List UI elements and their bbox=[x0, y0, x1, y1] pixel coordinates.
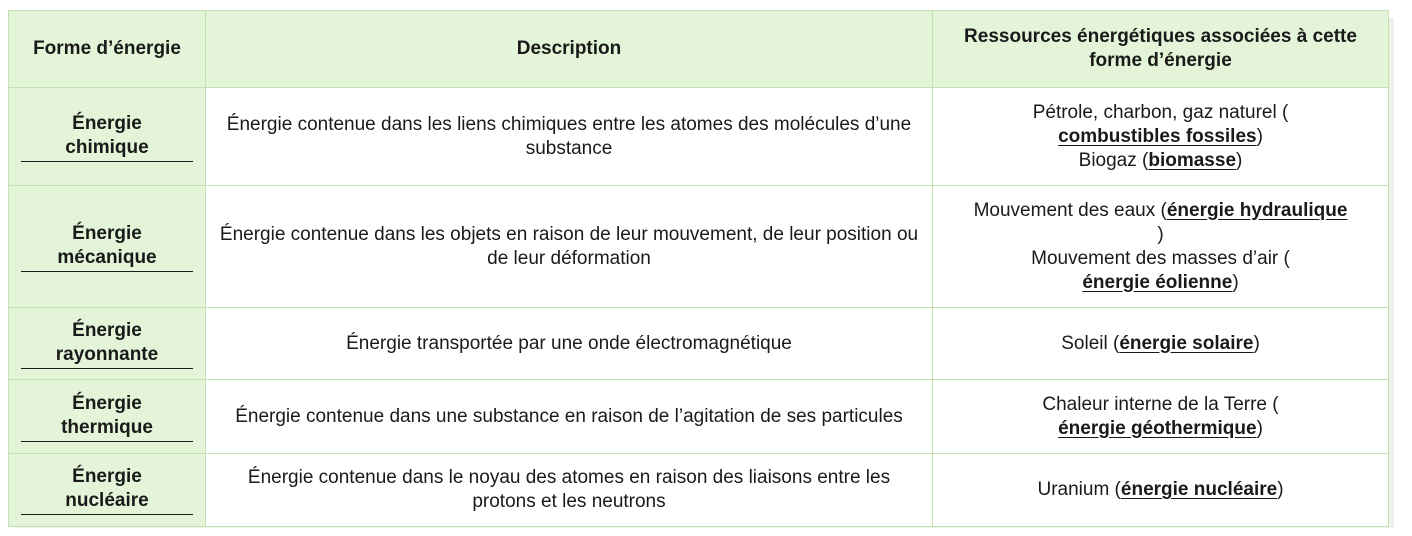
resource-text: Chaleur interne de la Terre ( bbox=[1042, 393, 1279, 415]
resource-close: ) bbox=[1256, 417, 1263, 439]
table-row bbox=[9, 88, 1389, 186]
resources-cell bbox=[933, 186, 1389, 308]
resource-answer: énergie géothermique bbox=[1058, 417, 1257, 439]
form-answer: thermique bbox=[21, 416, 193, 442]
resource-close: ) bbox=[1236, 149, 1243, 171]
description-cell: Énergie contenue dans les liens chimiques entre les atomes des molécules d’une substance bbox=[206, 88, 933, 186]
resource-close: ) bbox=[1256, 125, 1263, 147]
form-cell bbox=[9, 88, 206, 186]
resource-close: ) bbox=[1232, 271, 1239, 293]
resources-cell bbox=[933, 380, 1389, 454]
form-answer: chimique bbox=[21, 136, 193, 162]
description-cell: Énergie contenue dans une substance en raison de l’agitation de ses particules bbox=[206, 380, 933, 454]
description-cell: Énergie contenue dans les objets en raison de leur mouvement, de leur position ou de leur déformation bbox=[206, 186, 933, 308]
description-cell: Énergie contenue dans le noyau des atomes en raison des liaisons entre les protons et les neutrons bbox=[206, 454, 933, 527]
resource-close: ) bbox=[1157, 223, 1164, 245]
form-answer: mécanique bbox=[21, 246, 193, 272]
resource-answer: biomasse bbox=[1148, 149, 1237, 171]
table-row bbox=[9, 186, 1389, 308]
form-answer: rayonnante bbox=[21, 343, 193, 369]
resource-answer: énergie solaire bbox=[1119, 332, 1254, 354]
resource-text: Uranium ( bbox=[1037, 479, 1121, 500]
resource-close: ) bbox=[1253, 332, 1260, 354]
header-resources: Ressources énergétiques associées à cette forme d’énergie bbox=[933, 11, 1389, 88]
form-label: Énergie bbox=[72, 466, 142, 487]
description-cell: Énergie transportée par une onde électromagnétique bbox=[206, 308, 933, 380]
resource-text: Biogaz ( bbox=[1078, 149, 1149, 171]
form-cell bbox=[9, 308, 206, 380]
resource-text: Mouvement des eaux ( bbox=[973, 199, 1167, 221]
table-row bbox=[9, 308, 1389, 380]
resource-answer: énergie éolienne bbox=[1082, 271, 1233, 293]
form-label: Énergie bbox=[72, 319, 142, 341]
form-cell bbox=[9, 380, 206, 454]
header-description: Description bbox=[206, 11, 933, 88]
form-cell bbox=[9, 454, 206, 527]
resource-text: Pétrole, charbon, gaz naturel ( bbox=[1032, 101, 1289, 123]
resource-answer: énergie hydraulique bbox=[1166, 199, 1348, 221]
form-answer: nucléaire bbox=[21, 489, 193, 515]
resource-close: ) bbox=[1277, 479, 1284, 500]
resources-cell bbox=[933, 88, 1389, 186]
resource-answer: énergie nucléaire bbox=[1120, 479, 1278, 500]
form-label: Énergie bbox=[72, 222, 142, 244]
table-row bbox=[9, 380, 1389, 454]
resources-cell bbox=[933, 308, 1389, 380]
resource-text: Mouvement des masses d’air ( bbox=[1031, 247, 1290, 269]
form-label: Énergie bbox=[72, 392, 142, 414]
form-cell bbox=[9, 186, 206, 308]
table-row bbox=[9, 454, 1389, 527]
form-label: Énergie bbox=[72, 112, 142, 134]
header-row bbox=[9, 11, 1389, 88]
resource-text: Soleil ( bbox=[1061, 332, 1120, 354]
resources-cell bbox=[933, 454, 1389, 527]
resource-answer: combustibles fossiles bbox=[1058, 125, 1257, 147]
energy-forms-table bbox=[8, 10, 1389, 527]
header-form: Forme d’énergie bbox=[9, 11, 206, 88]
